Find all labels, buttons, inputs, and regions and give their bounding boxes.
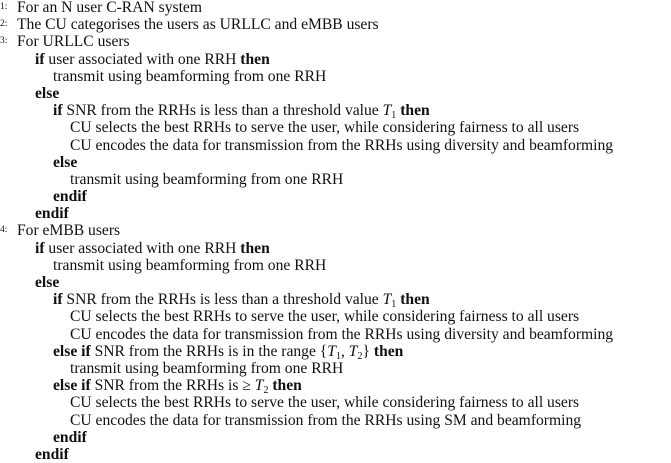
- line-text: [53, 291, 430, 311]
- algorithm-line: [0, 188, 671, 205]
- condition-text: SNR from the RRHs is in the range: [90, 342, 320, 360]
- line-text: For URLLC users: [17, 33, 130, 51]
- keyword-then: then: [400, 291, 430, 309]
- keyword-if: if: [35, 239, 45, 257]
- algorithm-line: [0, 291, 671, 311]
- keyword-endif: endif: [35, 445, 69, 463]
- statement-text: transmit using beamforming from one RRH: [70, 170, 344, 188]
- algorithm-line: [0, 240, 671, 257]
- algorithm-line: [0, 68, 671, 85]
- math-symbol: $T_1$: [382, 102, 397, 122]
- algorithm-line: [0, 394, 671, 411]
- algorithm-line: [0, 0, 671, 16]
- algorithm-line: [0, 205, 671, 222]
- condition-text: user associated with one RRH: [44, 239, 241, 257]
- statement-text: transmit using beamforming from one RRH: [53, 67, 327, 85]
- line-text: [53, 343, 403, 360]
- statement-text: CU encodes the data for transmission from the RRHs using diversity and beamforming: [70, 136, 614, 154]
- line-number: 1:: [0, 2, 8, 12]
- line-text: [35, 240, 270, 257]
- keyword-else-if: else if: [53, 342, 91, 360]
- statement-text: CU selects the best RRHs to serve the user, while considering fairness to all users: [70, 119, 580, 137]
- algorithm-line: [0, 85, 671, 102]
- algorithm-line: [0, 137, 671, 154]
- line-number: 4:: [0, 225, 8, 236]
- statement-text: transmit using beamforming from one RRH: [70, 359, 344, 377]
- statement-text: CU selects the best RRHs to serve the user, while considering fairness to all users: [70, 394, 580, 412]
- keyword-then: then: [240, 50, 270, 68]
- keyword-then: then: [240, 239, 270, 257]
- keyword-if: if: [53, 102, 63, 120]
- algorithm-line: [0, 377, 671, 397]
- algorithm-line: [0, 343, 671, 360]
- algorithm-line: [0, 412, 671, 429]
- line-text: [53, 102, 430, 122]
- algorithm-line: [0, 222, 671, 239]
- algorithm-line: [0, 274, 671, 291]
- algorithm-line: [0, 360, 671, 377]
- algorithm-line: [0, 446, 671, 463]
- keyword-endif: endif: [35, 205, 69, 223]
- algorithm-line: [0, 33, 671, 50]
- keyword-then: then: [373, 342, 404, 360]
- condition-text: SNR from the RRHs is less than a threshold value: [62, 291, 383, 309]
- math-symbol: $T_1$: [382, 291, 397, 311]
- statement-text: CU encodes the data for transmission from the RRHs using diversity and beamforming: [70, 325, 614, 343]
- line-text: For eMBB users: [17, 222, 121, 240]
- line-number: 2:: [0, 19, 8, 30]
- line-text: The CU categorises the users as URLLC and eMBB users: [17, 16, 379, 34]
- line-number: 3:: [0, 36, 8, 47]
- keyword-endif: endif: [53, 188, 87, 206]
- statement-text: CU selects the best RRHs to serve the user, while considering fairness to all users: [70, 308, 580, 326]
- keyword-then: then: [272, 377, 302, 395]
- math-range: {$T_1$, $T_2$}: [319, 342, 370, 362]
- statement-text: transmit using beamforming from one RRH: [53, 256, 327, 274]
- condition-text: user associated with one RRH: [44, 50, 241, 68]
- algorithm-line: [0, 326, 671, 343]
- line-text: [35, 51, 270, 68]
- algorithm-line: [0, 16, 671, 33]
- math-geq: ≥ $T_2$: [242, 377, 269, 397]
- condition-text: SNR from the RRHs is less than a threshold value: [62, 102, 383, 120]
- condition-text: SNR from the RRHs is: [90, 377, 243, 395]
- algorithm-line: [0, 119, 671, 136]
- algorithm-line: [0, 154, 671, 171]
- algorithm-line: [0, 171, 671, 188]
- keyword-if: if: [53, 291, 63, 309]
- line-text: For an N user C-RAN system: [17, 0, 202, 16]
- line-text: [53, 377, 302, 397]
- keyword-else: else: [53, 153, 78, 171]
- statement-text: CU encodes the data for transmission from the RRHs using SM and beamforming: [70, 411, 582, 429]
- algorithm-line: [0, 51, 671, 68]
- algorithm-line: [0, 429, 671, 446]
- algorithm-line: [0, 308, 671, 325]
- keyword-endif: endif: [53, 428, 87, 446]
- keyword-if: if: [35, 50, 45, 68]
- algorithm-line: [0, 102, 671, 122]
- keyword-else: else: [35, 84, 60, 102]
- keyword-then: then: [400, 102, 430, 120]
- keyword-else-if: else if: [53, 377, 91, 395]
- keyword-else: else: [35, 274, 60, 291]
- algorithm-line: [0, 257, 671, 274]
